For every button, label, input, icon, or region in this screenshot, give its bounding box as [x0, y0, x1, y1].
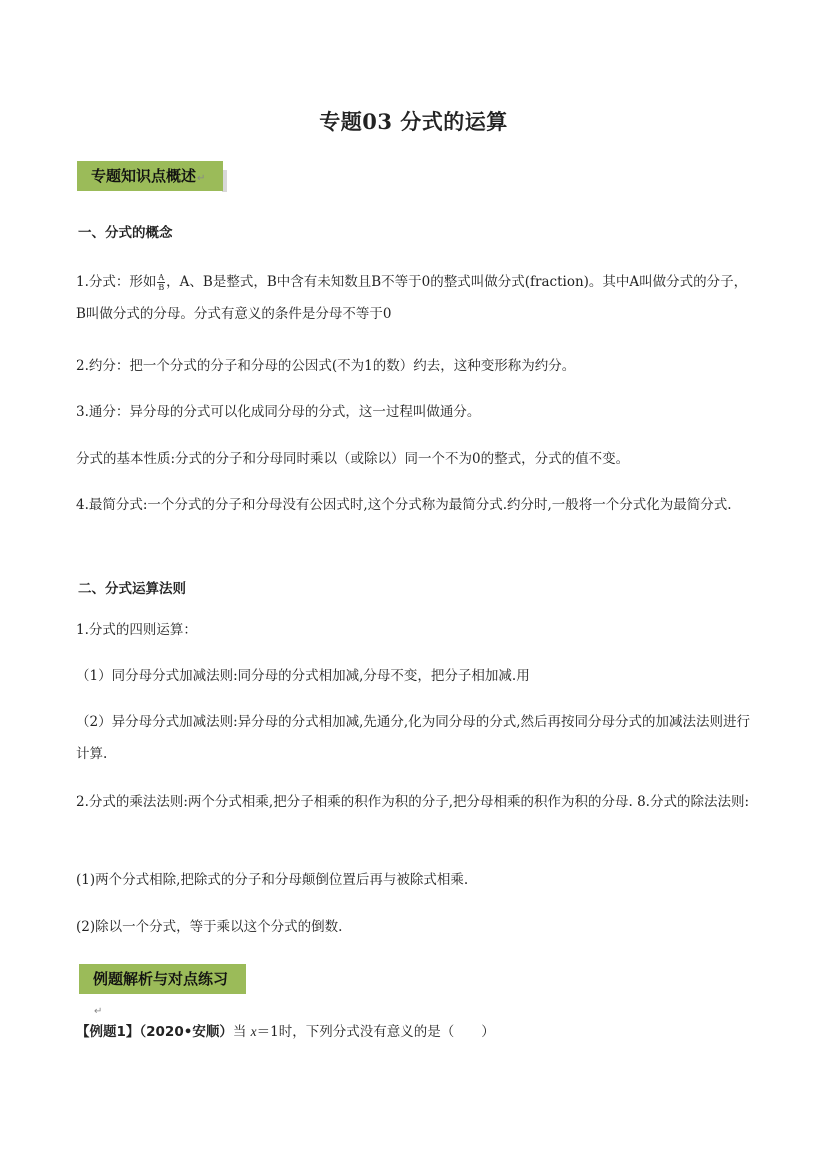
fraction-denominator: B [158, 283, 165, 292]
banner-label: 专题知识点概述 [91, 167, 197, 185]
example-text: ＝1时，下列分式没有意义的是（ ） [256, 1024, 495, 1040]
paragraph-mark-icon: ↵ [197, 173, 206, 184]
paragraph-different-denominator: （2）异分母分式加减法则:异分母的分式相加减,先通分,化为同分母的分式,然后再按同分母分式的加减法法则进行计算. [76, 714, 751, 762]
paragraph-four-operations: 1.分式的四则运算： [76, 622, 197, 638]
text: 1.分式：形如 [76, 274, 157, 290]
paragraph-common-denominator: 3.通分：异分母的分式可以化成同分母的分式，这一过程叫做通分。 [76, 404, 481, 420]
example-text: 当 [232, 1024, 251, 1040]
paragraph-multiplication-rule: 2.分式的乘法法则:两个分式相乘,把分子相乘的积作为积的分子,把分母相乘的积作为积的分母. 8.分式的除法法则: [76, 794, 750, 810]
example-label: 【例题1】（2020•安顺） [76, 1024, 233, 1040]
paragraph-simplest-fraction: 4.最简分式:一个分式的分子和分母没有公因式时,这个分式称为最简分式.约分时,一般将一个分式化为最简分式. [76, 497, 732, 513]
text: ，A、B是整式，B中含有未知数且B不等于0的整式叫做分式(fraction)。其中A叫做分式的分子，B叫做分式的分母。分式有意义的条件是分母不等于0 [76, 274, 748, 322]
section-banner-examples [79, 964, 246, 1017]
section-heading-concept: 一、分式的概念 [78, 225, 173, 241]
paragraph-definition [76, 266, 756, 330]
variable-x: x [250, 1024, 257, 1039]
page-title: 专题03 分式的运算 [319, 109, 508, 134]
section-heading-rules: 二、分式运算法则 [78, 581, 186, 597]
fraction-numerator: A [158, 273, 165, 282]
fraction-a-over-b [157, 273, 165, 292]
paragraph-basic-property: 分式的基本性质:分式的分子和分母同时乘以（或除以）同一个不为0的整式，分式的值不变。 [76, 451, 630, 467]
paragraph-division-rule-2: (2)除以一个分式，等于乘以这个分式的倒数. [76, 919, 343, 935]
paragraph-reduction: 2.约分：把一个分式的分子和分母的公因式(不为1的数）约去，这种变形称为约分。 [76, 358, 576, 374]
paragraph-same-denominator: （1）同分母分式加减法则:同分母的分式相加减,分母不变，把分子相加减.用 [76, 668, 530, 684]
paragraph-mark-icon: ↵ [94, 1006, 103, 1017]
section-banner-overview [77, 161, 223, 191]
example-question [76, 1020, 495, 1040]
banner-label: 例题解析与对点练习 [93, 970, 229, 988]
paragraph-division-rule-1: (1)两个分式相除,把除式的分子和分母颠倒位置后再与被除式相乘. [76, 872, 469, 888]
